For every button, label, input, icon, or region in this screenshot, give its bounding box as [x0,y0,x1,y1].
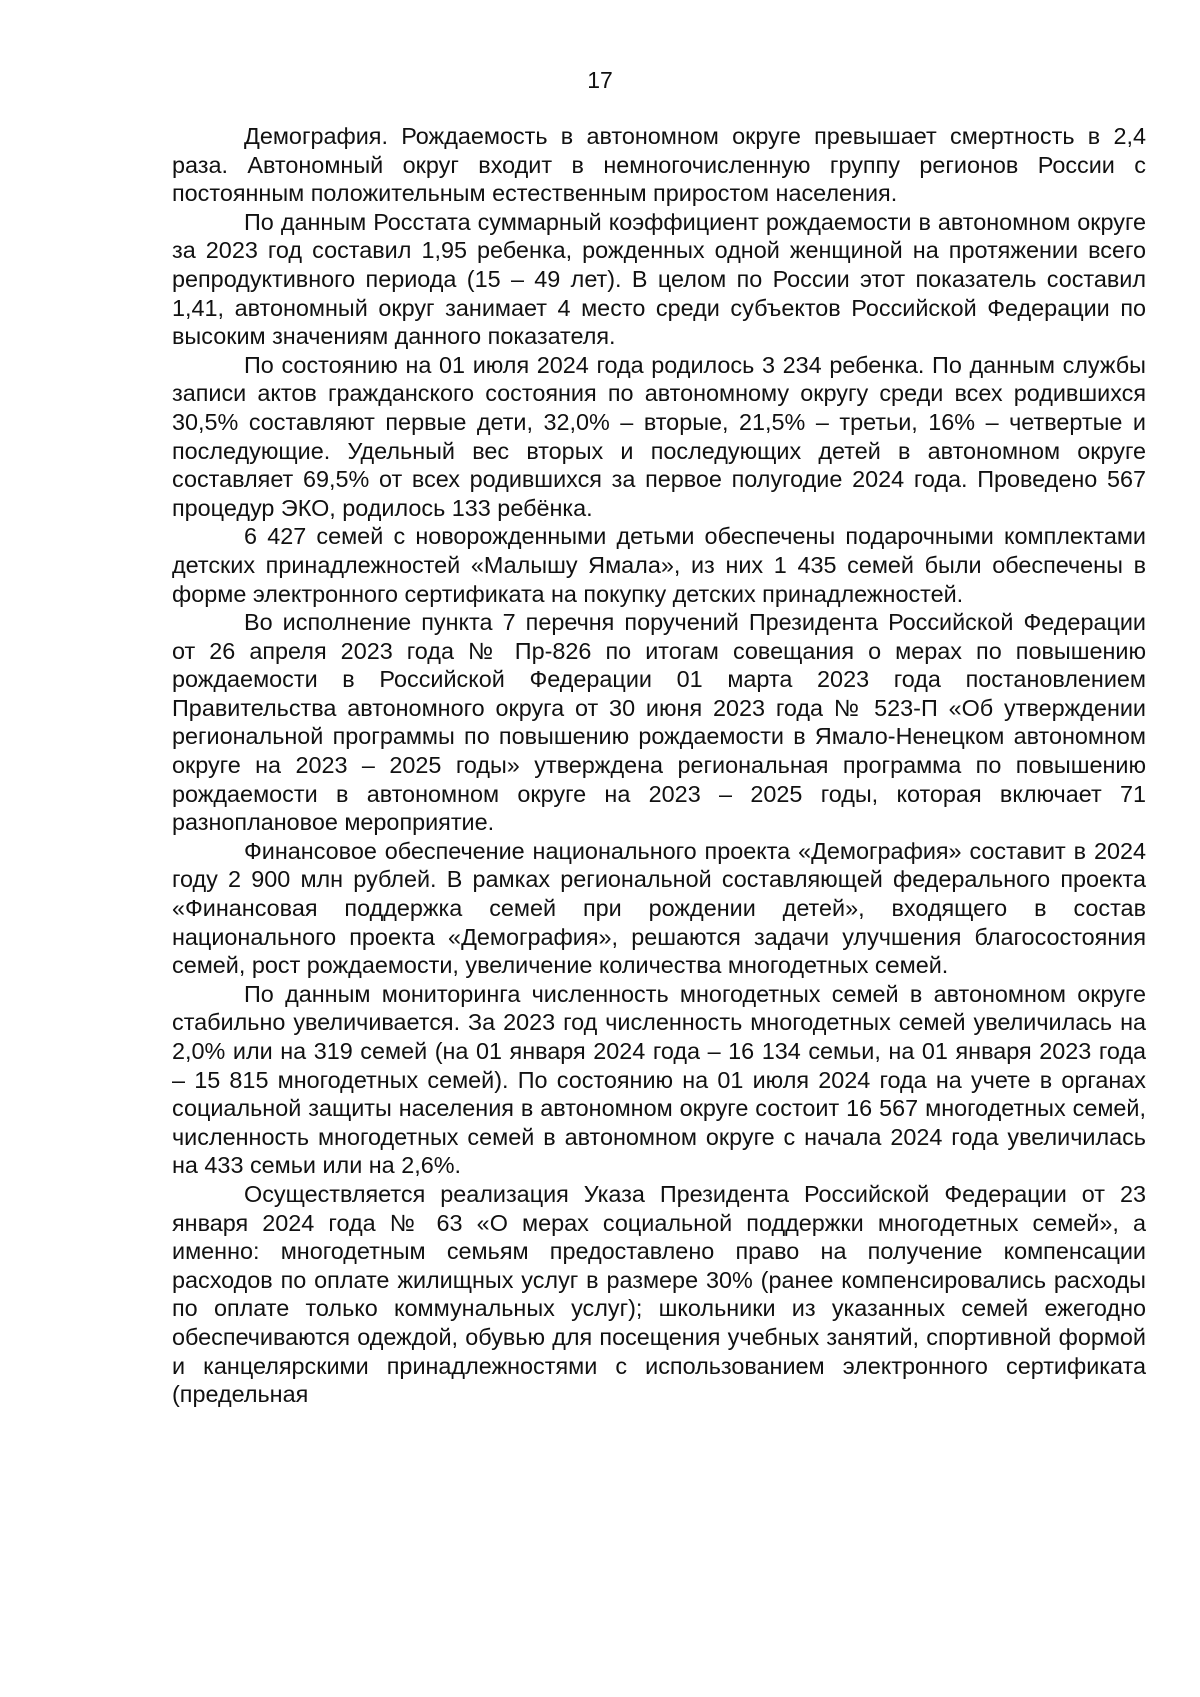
paragraph-demography: Демография. Рождаемость в автономном округе превышает смертность в 2,4 раза. Автономный округ входит в немногочисленную группу регионов России с постоянным положительным естественным приростом населения. [172,123,1146,207]
paragraph-national-project: Финансовое обеспечение национального проекта «Демография» составит в 2024 году 2 900 млн рублей. В рамках региональной составляющей федерального проекта «Финансовая поддержка семей при рождении детей», входящего в состав национального проекта «Демография», решаются задачи улучшения благосостояния семей, рост рождаемости, увеличение количества многодетных семей. [172,837,1146,979]
paragraph-large-families-monitoring: По данным мониторинга численность многодетных семей в автономном округе стабильно увеличивается. За 2023 год численность многодетных семей увеличилась на 2,0% или на 319 семей (на 01 января 2024 года – 16 134 семьи, на 01 января 2023 года – 15 815 многодетных семей). По состоянию на 01 июля 2024 года на учете в органах социальной защиты населения в автономном округе состоит 16 567 многодетных семей, численность многодетных семей в автономном округе с начала 2024 года увеличилась на 433 семьи или на 2,6%. [172,980,1146,1179]
paragraph-presidential-decree: Осуществляется реализация Указа Президента Российской Федерации от 23 января 2024 года № 63 «О мерах социальной поддержки многодетных семей», а именно: многодетным семьям предоставлено право на получение компенсации расходов по оплате жилищных услуг в размере 30% (ранее компенсировались расходы по оплате только коммунальных услуг); школьники из указанных семей ежегодно обеспечиваются одеждой, обувью для посещения учебных занятий, спортивной формой и канцелярскими принадлежностями с использованием электронного сертификата (предельная [172,1180,1146,1408]
page-number: 17 [587,67,613,93]
paragraph-fertility-rate: По данным Росстата суммарный коэффициент рождаемости в автономном округе за 2023 год составил 1,95 ребенка, рожденных одной женщиной на протяжении всего репродуктивного периода (15 – 49 лет). В целом по России этот показатель составил 1,41, автономный округ занимает 4 место среди субъектов Российской Федерации по высоким значениям данного показателя. [172,208,1146,350]
paragraph-regional-program: Во исполнение пункта 7 перечня поручений Президента Российской Федерации от 26 апреля 2023 года № Пр-826 по итогам совещания о мерах по повышению рождаемости в Российской Федерации 01 марта 2023 года постановлением Правительства автономного округа от 30 июня 2023 года № 523-П «Об утверждении региональной программы по повышению рождаемости в Ямало-Ненецком автономном округе на 2023 – 2025 годы» утверждена региональная программа по повышению рождаемости в автономном округе на 2023 – 2025 годы, которая включает 71 разноплановое мероприятие. [172,609,1146,836]
paragraph-gift-kits: 6 427 семей с новорожденными детьми обеспечены подарочными комплектами детских принадлежностей «Малышу Ямала», из них 1 435 семей были обеспечены в форме электронного сертификата на покупку детских принадлежностей. [172,523,1146,607]
body-text [172,122,1146,1409]
paragraph-births-2024: По состоянию на 01 июля 2024 года родилось 3 234 ребенка. По данным службы записи актов гражданского состояния по автономному округу среди всех родившихся 30,5% составляют первые дети, 32,0% – вторые, 21,5% – третьи, 16% – четвертые и последующие. Удельный вес вторых и последующих детей в автономном округе составляет 69,5% от всех родившихся за первое полугодие 2024 года. Проведено 567 процедур ЭКО, родилось 133 ребёнка. [172,351,1146,521]
